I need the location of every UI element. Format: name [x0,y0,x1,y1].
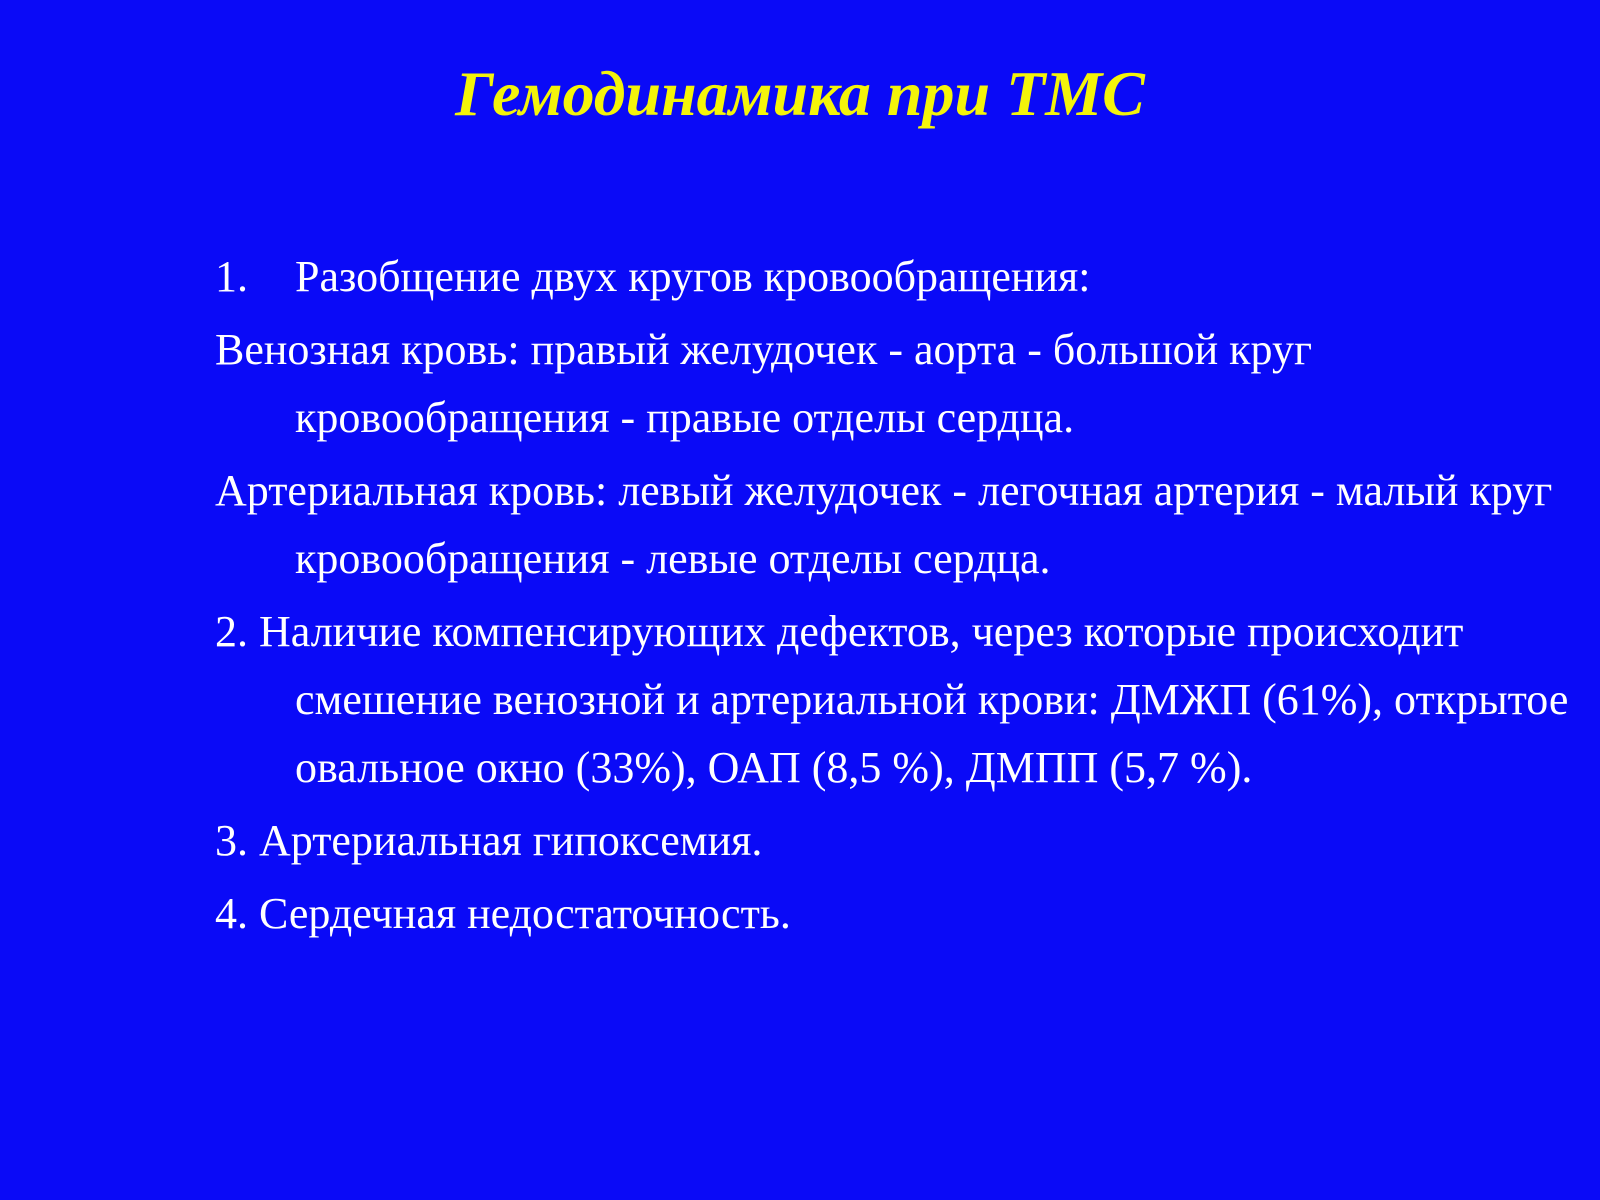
compensating-defects-paragraph: 2. Наличие компенсирующих дефектов, через которые происходит смешение венозной и артериальной крови: ДМЖП (61%), открытое овальное окно (33%), ОАП (8,5 %), ДМПП (5,7 %). [215,607,1569,792]
venous-blood-paragraph: Венозная кровь: правый желудочек - аорта - большой круг кровообращения - правые отделы сердца. [215,325,1312,442]
list-item-text: Разобщение двух кругов кровообращения: [295,252,1091,301]
arterial-blood-paragraph: Артериальная кровь: левый желудочек - легочная артерия - малый круг кровообращения - левые отделы сердца. [215,466,1553,583]
list-item-1 [215,243,1585,311]
slide-title: Гемодинамика при ТМС [455,58,1145,129]
heart-failure-paragraph: 4. Сердечная недостаточность. [215,889,791,938]
arterial-hypoxemia-paragraph: 3. Артериальная гипоксемия. [215,816,763,865]
list-item-number: 1. [215,252,248,301]
slide-body [215,243,1585,953]
